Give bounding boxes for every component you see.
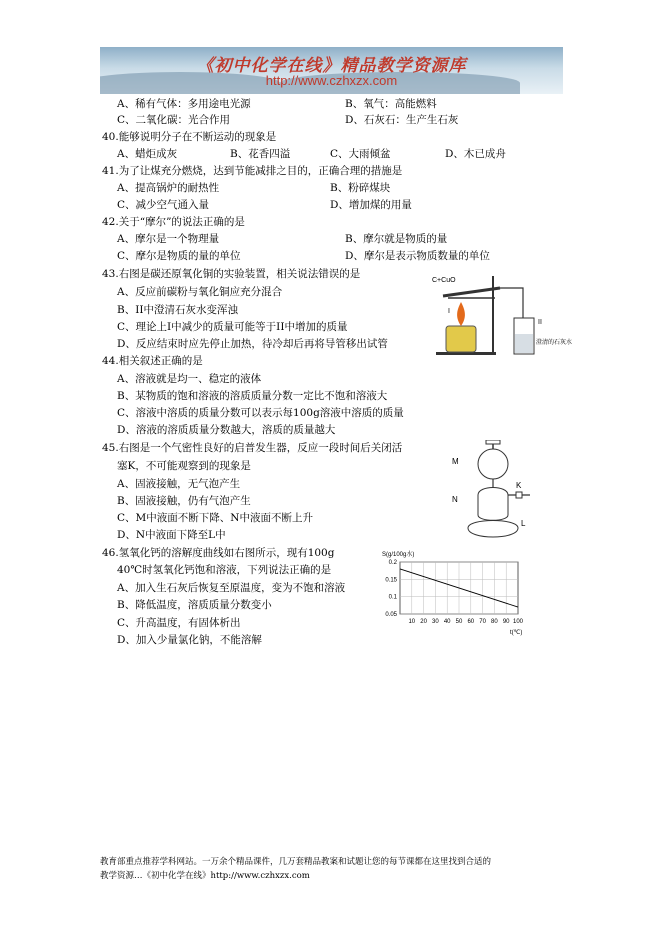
q43-option-c: C、理论上I中减少的质量可能等于II中增加的质量	[117, 321, 348, 333]
q40-stem: 40.能够说明分子在不断运动的现象是	[102, 131, 277, 143]
q43-stem: 43.右图是碳还原氧化铜的实验装置，相关说法错误的是	[102, 268, 361, 280]
q43-option-b: B、II中澄清石灰水变浑浊	[117, 304, 239, 316]
chart-y-tick-label: 0.2	[388, 560, 397, 566]
q44-stem: 44.相关叙述正确的是	[102, 355, 203, 367]
q42-option-d: D、摩尔是表示物质数量的单位	[345, 250, 490, 262]
q41-option-c: C、减少空气通入量	[117, 199, 210, 211]
chart-x-tick-label: 100	[512, 619, 524, 625]
chart-y-axis-label: S(g/100g水)	[382, 552, 415, 558]
chart-x-tick-label: 30	[432, 619, 439, 625]
footer-line-2: 教学资源…《初中化学在线》http://www.czhxzx.com	[100, 871, 310, 881]
q40-option-c: C、大雨倾盆	[330, 148, 391, 160]
q40-option-d: D、木已成舟	[445, 148, 506, 160]
page-footer	[100, 855, 570, 883]
funnel-top	[486, 440, 500, 444]
q41-option-b: B、粉碎煤块	[330, 182, 391, 194]
q45-stem: 45.右图是一个气密性良好的启普发生器，反应一段时间后关闭活	[102, 442, 403, 454]
solubility-curve-chart	[370, 548, 535, 638]
q40-option-a: A、蜡炬成灰	[117, 148, 178, 160]
fig43-label-i: I	[448, 308, 450, 315]
q44-option-a: A、溶液就是均一、稳定的液体	[117, 373, 262, 385]
q39-option-a: A、稀有气体：多用途电光源	[117, 98, 251, 110]
chart-y-tick-label: 0.05	[385, 612, 397, 618]
q44-option-d: D、溶液的溶质质量分数越大，溶质的质量越大	[117, 424, 336, 436]
q42-option-a: A、摩尔是一个物理量	[117, 233, 220, 245]
q45-option-d: D、N中液面下降至L中	[117, 529, 226, 541]
limewater	[515, 334, 533, 353]
q42-option-b: B、摩尔就是物质的量	[345, 233, 448, 245]
q46-option-a: A、加入生石灰后恢复至原温度，变为不饱和溶液	[117, 582, 346, 594]
fig45-label-k: K	[516, 481, 522, 490]
alcohol-lamp	[446, 326, 476, 352]
q46-option-c: C、升高温度，有固体析出	[117, 617, 241, 629]
chart-x-tick-label: 40	[443, 619, 451, 625]
q46-stem-continued: 40℃时氢氧化钙饱和溶液，下列说法正确的是	[117, 564, 332, 576]
flame-icon	[457, 302, 465, 326]
q40-option-b: B、花香四溢	[230, 148, 291, 160]
banner-title: 《初中化学在线》精品教学资源库	[196, 56, 467, 76]
q44-option-b: B、某物质的饱和溶液的溶质质量分数一定比不饱和溶液大	[117, 390, 388, 402]
stopcock-k[interactable]	[516, 492, 522, 498]
chart-x-tick-label: 80	[491, 619, 498, 625]
footer-line-1: 教育部重点推荐学科网站。一万余个精品课件，几万套精品教案和试题让您的每节课都在这里找到合适的	[100, 857, 492, 867]
chart-x-tick-label: 10	[408, 619, 416, 625]
q39-option-b: B、氧气：高能燃料	[345, 98, 437, 110]
fig43-label-reactants: C+CuO	[432, 277, 456, 284]
q45-option-c: C、M中液面不断下降、N中液面不断上升	[117, 512, 313, 524]
q42-option-c: C、摩尔是物质的量的单位	[117, 250, 241, 262]
q45-stem-continued: 塞K，不可能观察到的现象是	[117, 460, 251, 472]
q44-option-c: C、溶液中溶质的质量分数可以表示每100g溶液中溶质的质量	[117, 407, 404, 419]
q43-option-a: A、反应前碳粉与氧化铜应充分混合	[117, 286, 283, 298]
chart-y-tick-label: 0.1	[388, 594, 397, 601]
fig43-label-limewater: 澄清的石灰水	[536, 340, 573, 346]
fig45-label-l: L	[521, 519, 526, 528]
chart-y-tick-label: 0.15	[385, 577, 397, 584]
chart-x-tick-label: 90	[502, 619, 510, 625]
fig43-label-ii: II	[538, 319, 542, 326]
banner-url[interactable]: http://www.czhxzx.com	[265, 73, 398, 88]
kipp-generator-figure	[448, 440, 538, 545]
bulb-m	[478, 449, 508, 479]
q39-option-c: C、二氧化碳：光合作用	[117, 114, 231, 126]
chart-x-tick-label: 70	[479, 619, 486, 625]
chart-x-axis-label: t(℃)	[510, 630, 523, 636]
header-banner	[100, 47, 563, 94]
q45-option-b: B、固液接触，仍有气泡产生	[117, 495, 251, 507]
q46-option-d: D、加入少量氯化钠，不能溶解	[117, 634, 262, 646]
chart-x-tick-label: 60	[467, 619, 475, 625]
q46-option-b: B、降低温度，溶质质量分数变小	[117, 599, 272, 611]
chart-x-tick-label: 20	[420, 619, 427, 625]
q41-option-d: D、增加煤的用量	[330, 199, 412, 211]
bottom-bulb-l	[468, 521, 518, 538]
q46-stem: 46.氢氧化钙的溶解度曲线如右图所示，现有100g	[102, 547, 335, 559]
fig45-label-m: M	[452, 457, 459, 466]
q45-option-a: A、固液接触，无气泡产生	[117, 478, 241, 490]
fig45-label-n: N	[452, 495, 458, 504]
q41-stem: 41.为了让煤充分燃烧，达到节能减排之目的，正确合理的措施是	[102, 165, 403, 177]
q43-option-d: D、反应结束时应先停止加热，待冷却后再将导管移出试管	[117, 338, 388, 350]
chart-x-tick-label: 50	[455, 619, 463, 625]
carbon-reduction-apparatus-figure	[418, 268, 573, 358]
q41-option-a: A、提高锅炉的耐热性	[117, 182, 220, 194]
q42-stem: 42.关于“摩尔”的说法正确的是	[102, 216, 245, 228]
middle-bulb-n	[478, 488, 508, 521]
q39-option-d: D、石灰石：生产生石灰	[345, 114, 459, 126]
test-tube-i	[443, 288, 500, 296]
